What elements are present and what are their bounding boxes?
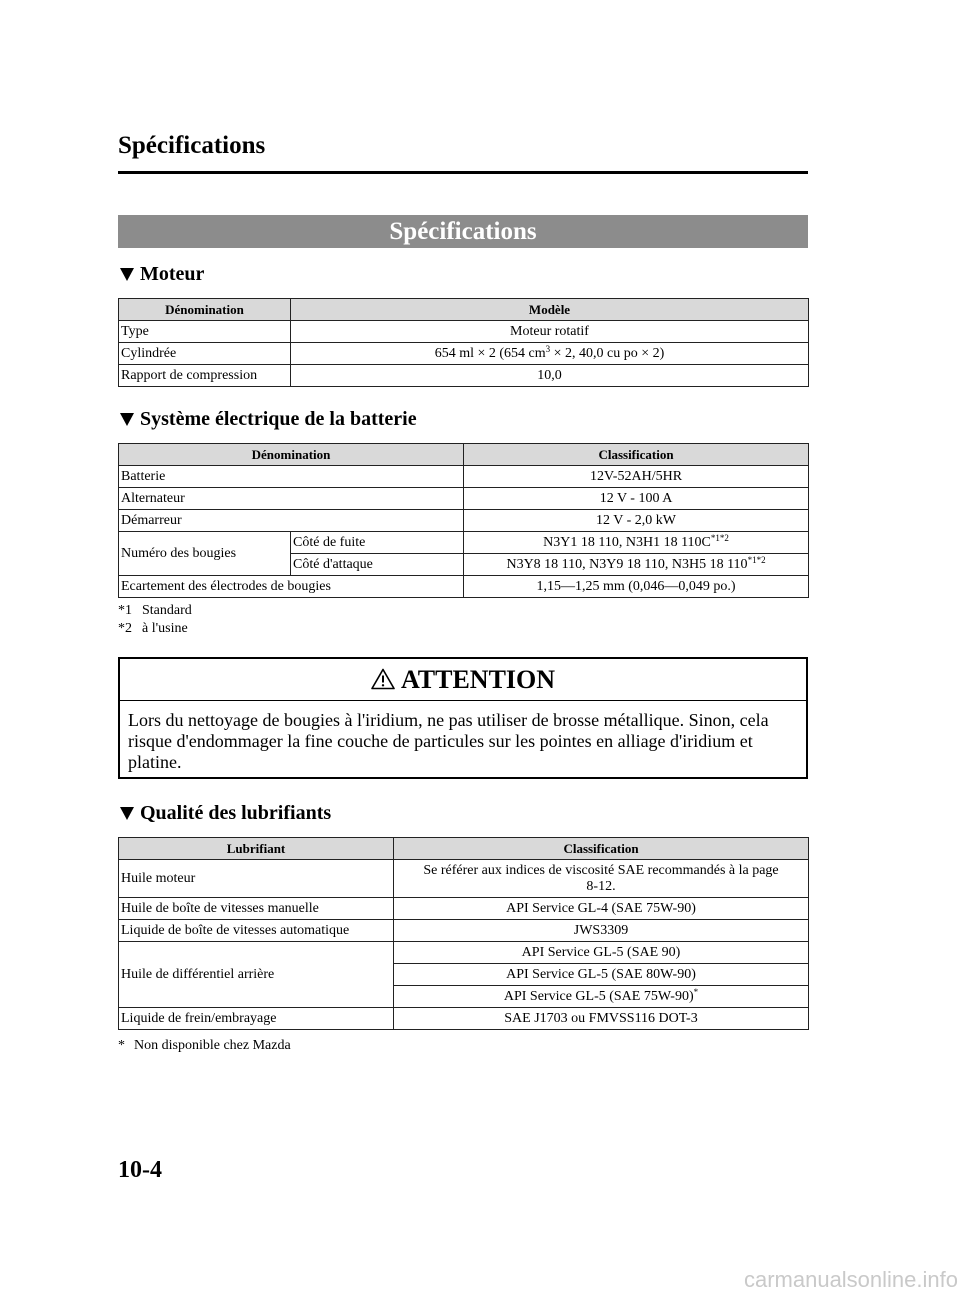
row-label: Batterie	[119, 466, 464, 488]
row-label: Huile de différentiel arrière	[119, 942, 394, 1008]
table-header-row	[119, 299, 809, 321]
row-value: JWS3309	[394, 920, 809, 942]
row-label: Ecartement des électrodes de bougies	[119, 576, 464, 598]
row-sublabel: Côté d'attaque	[291, 554, 464, 576]
row-value: 12 V - 2,0 kW	[464, 510, 809, 532]
battery-table	[118, 443, 809, 598]
footnote	[118, 602, 192, 620]
footnote-text: Standard	[142, 603, 192, 618]
lubricants-table	[118, 837, 809, 1030]
row-value	[394, 860, 809, 898]
table-header-row	[119, 838, 809, 860]
footnote-mark: *	[118, 1038, 125, 1053]
section-banner: Spécifications	[118, 215, 808, 248]
engine-table	[118, 298, 809, 387]
column-header: Dénomination	[119, 444, 464, 466]
value-text: API Service GL-5 (SAE 75W-90)	[503, 988, 694, 1004]
table-row	[119, 365, 809, 387]
page-number: 10-4	[118, 1157, 162, 1183]
section-heading-label: Qualité des lubrifiants	[140, 802, 332, 824]
superscript: 3	[545, 343, 551, 354]
row-value	[394, 986, 809, 1008]
attention-title	[120, 659, 806, 701]
triangle-down-icon	[120, 413, 134, 426]
value-text: × 2, 40,0 cu po × 2)	[550, 345, 665, 361]
row-label: Rapport de compression	[119, 365, 291, 387]
attention-text	[120, 701, 806, 773]
row-label: Démarreur	[119, 510, 464, 532]
row-label: Type	[119, 321, 291, 343]
value-text: 654 ml × 2 (654 cm	[434, 345, 546, 361]
row-label: Cylindrée	[119, 343, 291, 365]
row-label: Huile moteur	[119, 860, 394, 898]
row-value: API Service GL-4 (SAE 75W-90)	[394, 898, 809, 920]
value-line: 8-12.	[586, 878, 616, 894]
footnote-text: Non disponible chez Mazda	[134, 1038, 291, 1053]
table-row	[119, 576, 809, 598]
page-title: Spécifications	[118, 132, 266, 159]
table-row	[119, 860, 809, 898]
table-header-row	[119, 444, 809, 466]
footnote-mark: *2	[118, 621, 132, 636]
table-row	[119, 321, 809, 343]
column-header: Dénomination	[119, 299, 291, 321]
attention-line: platine.	[128, 752, 182, 772]
row-value: 12 V - 100 A	[464, 488, 809, 510]
section-heading-lubricants	[120, 801, 331, 825]
attention-line: Lors du nettoyage de bougies à l'iridium, ne pas utiliser de brosse métallique. Sinon, cela	[128, 710, 769, 730]
value-text: N3Y8 18 110, N3Y9 18 110, N3H5 18 110	[506, 556, 748, 572]
table-row	[119, 898, 809, 920]
attention-box	[118, 657, 808, 779]
footnote	[118, 620, 188, 638]
table-row	[119, 942, 809, 964]
table-row	[119, 343, 809, 365]
column-header: Lubrifiant	[119, 838, 394, 860]
title-rule	[118, 171, 808, 174]
row-sublabel: Côté de fuite	[291, 532, 464, 554]
column-header: Classification	[464, 444, 809, 466]
column-header: Modèle	[291, 299, 809, 321]
row-value	[291, 343, 809, 365]
footnote-text: à l'usine	[142, 621, 188, 636]
row-value: 12V-52AH/5HR	[464, 466, 809, 488]
triangle-down-icon	[120, 268, 134, 281]
triangle-down-icon	[120, 807, 134, 820]
superscript: *1*2	[747, 554, 766, 565]
column-header: Classification	[394, 838, 809, 860]
table-row	[119, 532, 809, 554]
row-value: API Service GL-5 (SAE 80W-90)	[394, 964, 809, 986]
row-label: Huile de boîte de vitesses manuelle	[119, 898, 394, 920]
section-heading-battery	[120, 407, 417, 431]
row-value: 10,0	[291, 365, 809, 387]
row-value	[464, 532, 809, 554]
table-row	[119, 1008, 809, 1030]
row-label: Alternateur	[119, 488, 464, 510]
row-value: SAE J1703 ou FMVSS116 DOT-3	[394, 1008, 809, 1030]
row-value: 1,15―1,25 mm (0,046―0,049 po.)	[464, 576, 809, 598]
table-row	[119, 920, 809, 942]
footnote-mark: *1	[118, 603, 132, 618]
section-heading-label: Système électrique de la batterie	[140, 408, 417, 430]
section-heading-engine	[120, 262, 204, 286]
attention-line: risque d'endommager la fine couche de particules sur les pointes en alliage d'iridium et	[128, 731, 753, 751]
row-value: API Service GL-5 (SAE 90)	[394, 942, 809, 964]
row-value	[464, 554, 809, 576]
superscript: *1*2	[710, 532, 729, 543]
value-line: Se référer aux indices de viscosité SAE recommandés à la page	[423, 862, 779, 878]
row-label: Liquide de frein/embrayage	[119, 1008, 394, 1030]
watermark: carmanualsonline.info	[743, 1267, 958, 1292]
warning-icon	[371, 668, 395, 690]
table-row	[119, 488, 809, 510]
table-row	[119, 466, 809, 488]
section-heading-label: Moteur	[140, 263, 205, 285]
superscript: *	[693, 986, 699, 997]
table-row	[119, 510, 809, 532]
row-value: Moteur rotatif	[291, 321, 809, 343]
value-text: N3Y1 18 110, N3H1 18 110C	[543, 534, 711, 550]
row-label: Liquide de boîte de vitesses automatique	[119, 920, 394, 942]
attention-title-text: ATTENTION	[400, 665, 556, 694]
footnote	[118, 1037, 291, 1055]
row-label: Numéro des bougies	[119, 532, 291, 576]
